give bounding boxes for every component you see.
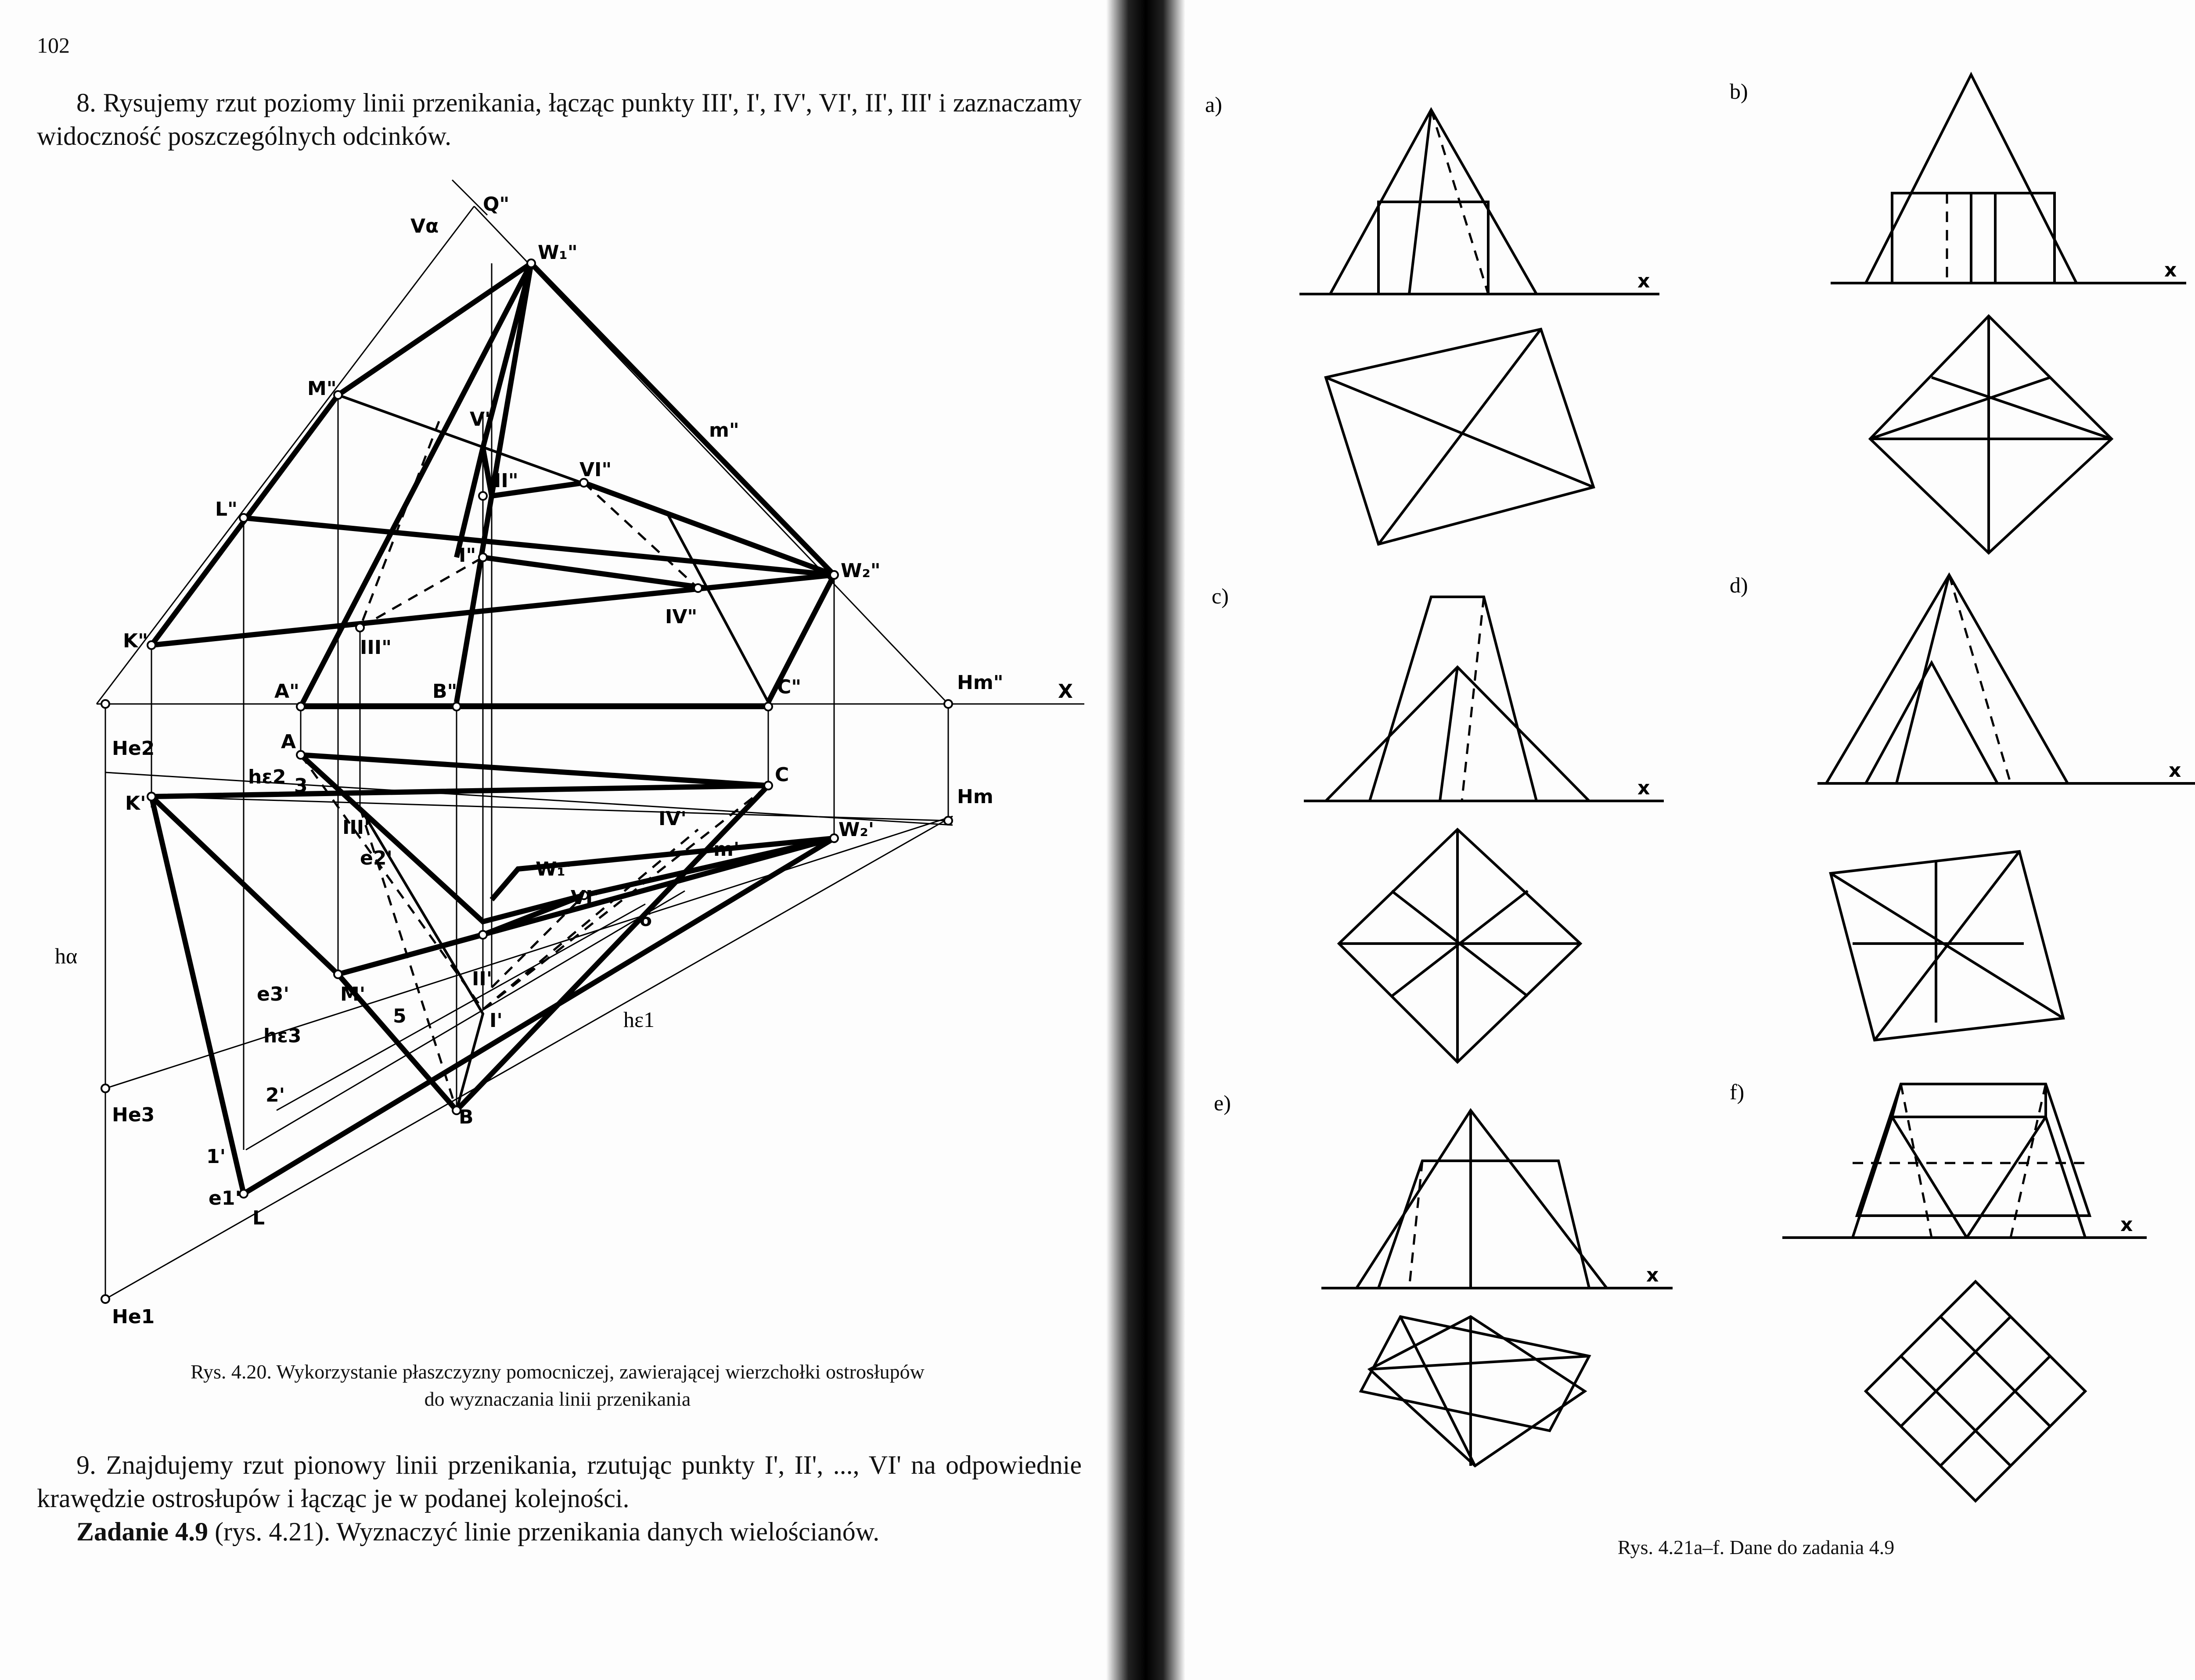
label-ii1: II' xyxy=(472,968,493,990)
label-iii1: III' xyxy=(342,816,370,839)
figure-label-d: d) xyxy=(1730,573,1748,597)
figure-label-b: b) xyxy=(1730,79,1748,104)
task-text: (rys. 4.21). Wyznaczyć linie przenikania danych wielościanów. xyxy=(208,1517,880,1546)
label-c2: C" xyxy=(777,676,802,698)
label-a2: A" xyxy=(274,680,299,703)
axis-label-e: x xyxy=(1646,1264,1659,1286)
label-b1: B xyxy=(459,1106,474,1128)
label-three: 3 xyxy=(294,775,308,797)
label-k1: K' xyxy=(125,792,146,815)
label-he1-cap: He1 xyxy=(112,1306,155,1328)
label-l1: L xyxy=(252,1207,265,1229)
label-e2: e2' xyxy=(360,847,392,869)
task-label: Zadanie 4.9 xyxy=(76,1517,209,1546)
label-w1-2: W₁" xyxy=(538,241,578,264)
label-w2-1: W₂' xyxy=(838,818,874,841)
label-a1: A xyxy=(281,731,296,753)
label-iii2: III" xyxy=(360,636,392,659)
figure-caption-line-2: do wyznaczania linii przenikania xyxy=(424,1388,691,1410)
label-m2: M" xyxy=(307,377,337,400)
label-he2-small: hε2 xyxy=(248,766,286,788)
label-k2: K" xyxy=(123,630,148,652)
label-c1: C xyxy=(775,764,789,786)
label-he3-cap: He3 xyxy=(112,1104,155,1126)
label-iv1: IV' xyxy=(658,808,687,830)
axis-label-f: x xyxy=(2120,1213,2133,1236)
label-ii2: II" xyxy=(494,470,518,492)
label-v-alpha: Vα xyxy=(410,215,439,237)
figure-4-21 xyxy=(1185,0,2195,1680)
label-x-axis: X xyxy=(1058,680,1073,703)
figure-caption-line-1: Rys. 4.20. Wykorzystanie płaszczyzny pomocniczej, zawierającej wierzchołki ostrosłupów xyxy=(191,1361,925,1383)
label-e3: e3' xyxy=(257,983,289,1005)
page-number-left: 102 xyxy=(37,33,70,57)
label-six: 6 xyxy=(639,908,652,931)
figure-label-c: c) xyxy=(1212,584,1229,608)
label-vi1: VI' xyxy=(571,887,599,909)
label-hm1: Hm xyxy=(957,786,993,808)
label-h-alpha: hα xyxy=(55,944,78,968)
label-q2: Q" xyxy=(483,193,510,215)
label-vi2: VI" xyxy=(579,459,612,481)
label-m-line: m" xyxy=(709,419,739,442)
task-paragraph xyxy=(37,1515,1082,1548)
axis-label-d: x xyxy=(2169,759,2181,782)
step-9-paragraph: 9. Znajdujemy rzut pionowy linii przenikania, rzutując punkty I', II', ..., VI' na odpowiednie krawędzie ostrosłupów i łącząc je w podanej kolejności. xyxy=(37,1450,1082,1513)
right-page xyxy=(1185,0,2195,1680)
label-he1: hε1 xyxy=(623,1007,655,1032)
figure-caption-4-21: Rys. 4.21a–f. Dane do zadania 4.9 xyxy=(1617,1536,1895,1558)
label-e1: e1' xyxy=(209,1187,241,1210)
label-iv2: IV" xyxy=(665,606,698,628)
label-he2: He2 xyxy=(112,737,155,760)
figure-caption-4-20 xyxy=(35,1358,1080,1413)
label-i2: I" xyxy=(459,544,476,567)
figure-label-f: f) xyxy=(1730,1080,1745,1104)
label-i1: I' xyxy=(489,1009,503,1032)
label-hm2: Hm" xyxy=(957,671,1004,694)
label-he3: hε3 xyxy=(263,1025,302,1047)
label-m1-small: m' xyxy=(713,838,740,861)
label-m1: M' xyxy=(340,983,366,1005)
axis-label-c: x xyxy=(1637,777,1650,799)
axis-label-a: x xyxy=(1637,270,1650,292)
book-spine xyxy=(1106,0,1185,1680)
label-v2: V" xyxy=(470,408,495,431)
label-one: 1' xyxy=(206,1145,226,1168)
label-b2: B" xyxy=(432,680,457,703)
figure-label-a: a) xyxy=(1205,92,1222,117)
label-five: 5 xyxy=(393,1005,407,1027)
label-w1-1: W₁' xyxy=(536,858,572,880)
figure-label-e: e) xyxy=(1214,1091,1231,1115)
axis-label-b: x xyxy=(2164,259,2177,281)
label-w2-2: W₂" xyxy=(841,560,881,582)
label-two: 2' xyxy=(266,1084,285,1106)
label-l2: L" xyxy=(215,498,237,521)
step-8-paragraph: 8. Rysujemy rzut poziomy linii przenikania, łącząc punkty III', I', IV', VI', II', III' i zaznaczamy widoczność poszczególnych odcinków. xyxy=(37,88,1082,151)
